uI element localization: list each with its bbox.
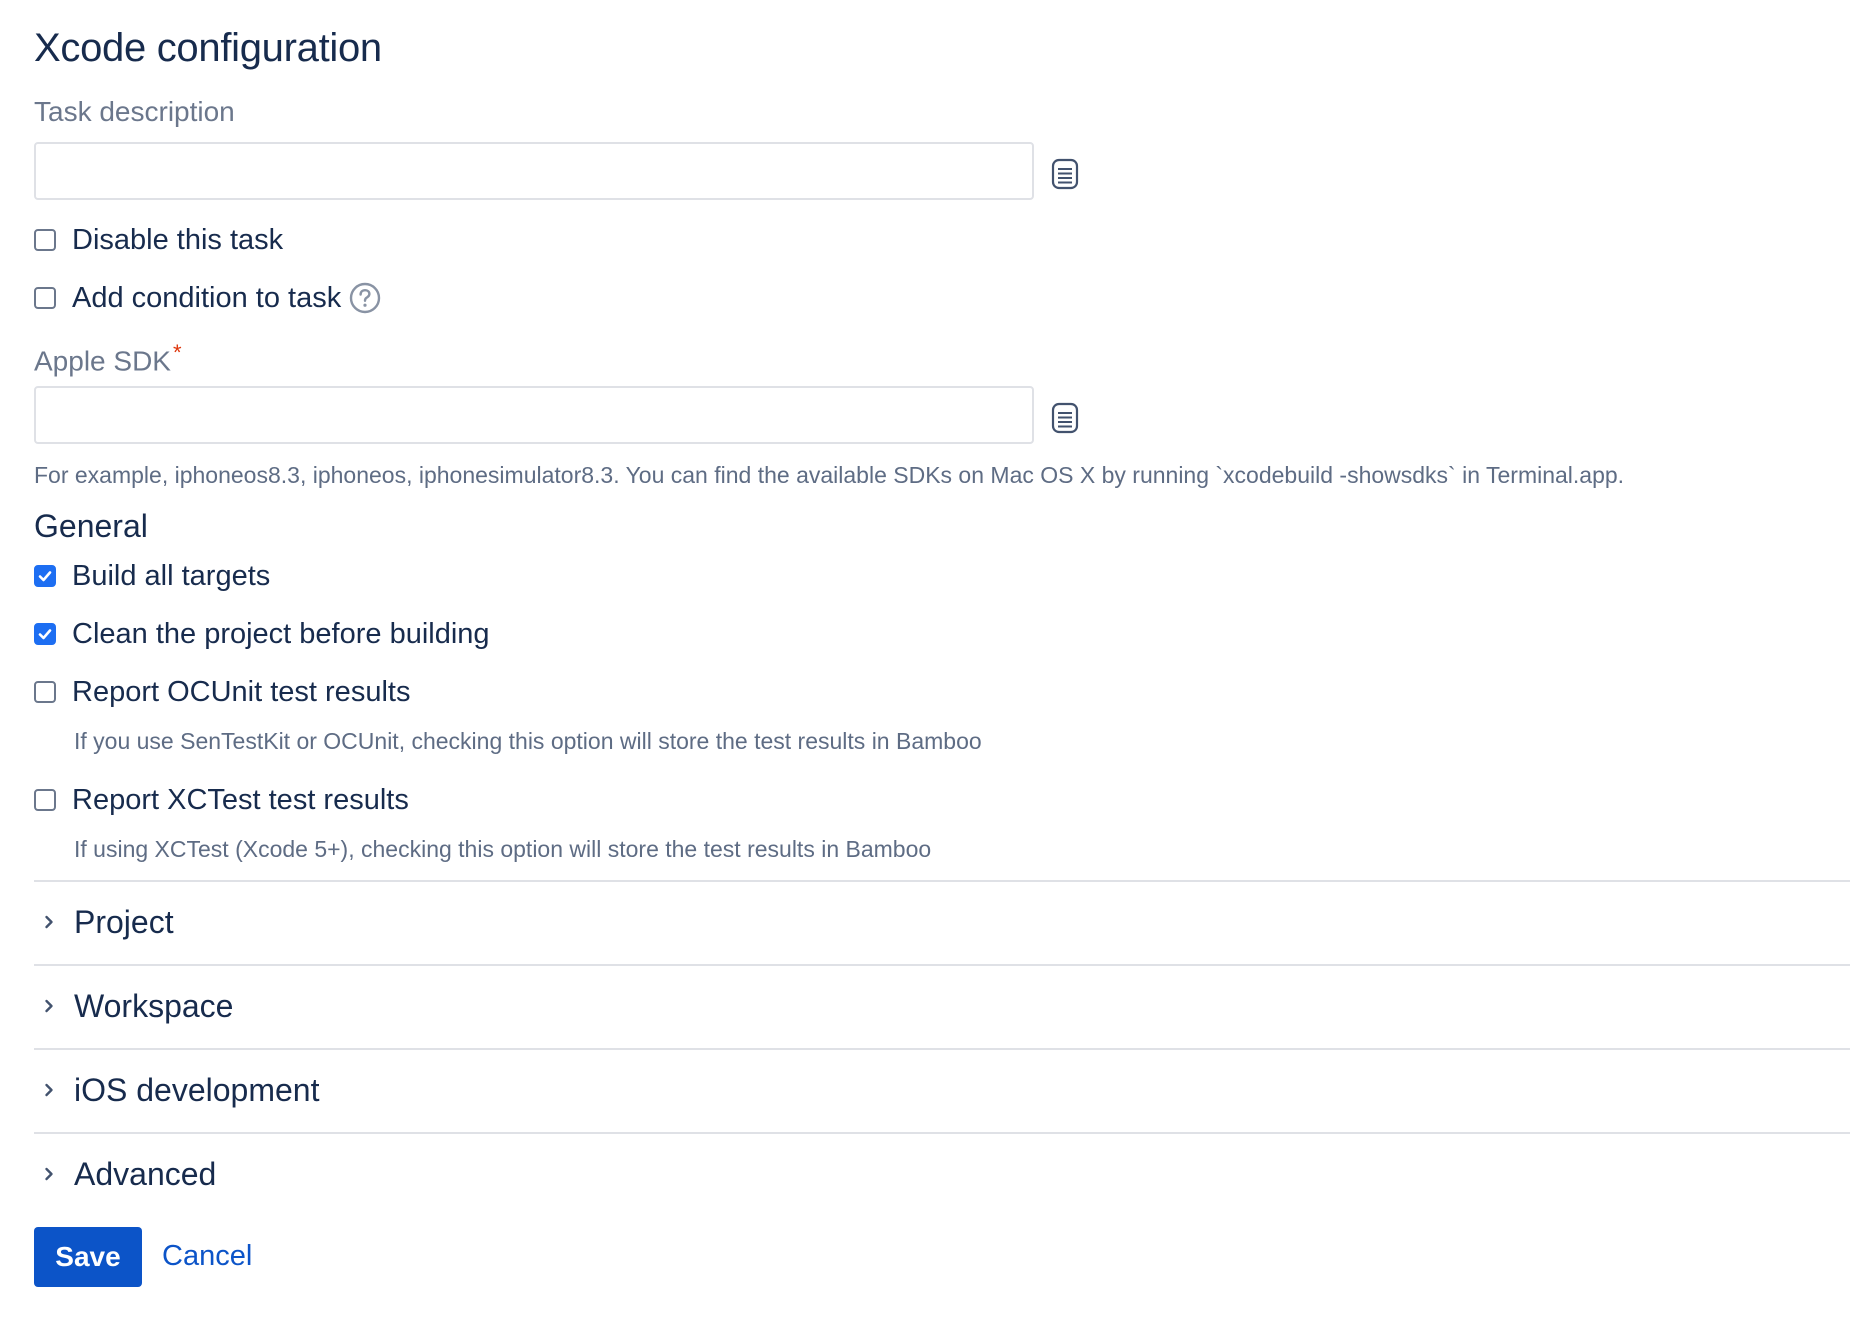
section-ios-development[interactable] <box>34 1050 1850 1130</box>
section-workspace[interactable] <box>34 966 1850 1046</box>
apple-sdk-hint: For example, iphoneos8.3, iphoneos, iphonesimulator8.3. You can find the available SDKs on Mac OS X by running `xcodebuild -showsdks` in Terminal.app. <box>34 462 1625 488</box>
question-circle-icon[interactable] <box>349 282 381 314</box>
clean-project-checkbox[interactable] <box>34 623 56 645</box>
apple-sdk-input[interactable] <box>34 386 1034 444</box>
report-ocunit-row <box>34 672 410 712</box>
save-button[interactable]: Save <box>34 1227 142 1287</box>
checkmark-icon <box>37 626 53 642</box>
disable-task-label: Disable this task <box>72 223 284 256</box>
section-advanced[interactable] <box>34 1134 1850 1214</box>
document-list-icon[interactable] <box>1048 401 1082 435</box>
clean-project-row <box>34 614 490 654</box>
task-description-input[interactable] <box>34 142 1034 200</box>
apple-sdk-label-text: Apple SDK <box>34 345 171 377</box>
page-title: Xcode configuration <box>34 26 382 70</box>
add-condition-label: Add condition to task <box>72 281 342 314</box>
checkmark-icon <box>37 568 53 584</box>
add-condition-row <box>34 278 381 318</box>
report-xctest-hint: If using XCTest (Xcode 5+), checking this option will store the test results in Bamboo <box>74 836 932 862</box>
build-all-targets-checkbox[interactable] <box>34 565 56 587</box>
clean-project-label: Clean the project before building <box>72 617 490 650</box>
report-xctest-checkbox[interactable] <box>34 789 56 811</box>
disable-task-row <box>34 220 283 260</box>
chevron-right-icon <box>41 914 57 930</box>
build-all-targets-label: Build all targets <box>72 559 271 592</box>
chevron-right-icon <box>41 1082 57 1098</box>
section-ios-development-label: iOS development <box>74 1071 320 1108</box>
report-ocunit-label: Report OCUnit test results <box>72 675 411 708</box>
chevron-right-icon <box>41 998 57 1014</box>
section-workspace-label: Workspace <box>74 987 234 1024</box>
apple-sdk-label <box>34 340 182 377</box>
report-ocunit-checkbox[interactable] <box>34 681 56 703</box>
task-description-label: Task description <box>34 96 235 127</box>
report-xctest-label: Report XCTest test results <box>72 783 409 816</box>
build-all-targets-row <box>34 556 270 596</box>
disable-task-checkbox[interactable] <box>34 229 56 251</box>
report-xctest-row <box>34 780 409 820</box>
add-condition-checkbox[interactable] <box>34 287 56 309</box>
document-list-icon[interactable] <box>1048 157 1082 191</box>
section-advanced-label: Advanced <box>74 1155 217 1192</box>
general-heading: General <box>34 508 148 544</box>
cancel-link[interactable]: Cancel <box>162 1240 253 1272</box>
section-project-label: Project <box>74 903 174 940</box>
chevron-right-icon <box>41 1166 57 1182</box>
section-project[interactable] <box>34 882 1850 962</box>
required-marker: * <box>172 340 182 365</box>
report-ocunit-hint: If you use SenTestKit or OCUnit, checking this option will store the test results in Bamboo <box>74 728 982 754</box>
